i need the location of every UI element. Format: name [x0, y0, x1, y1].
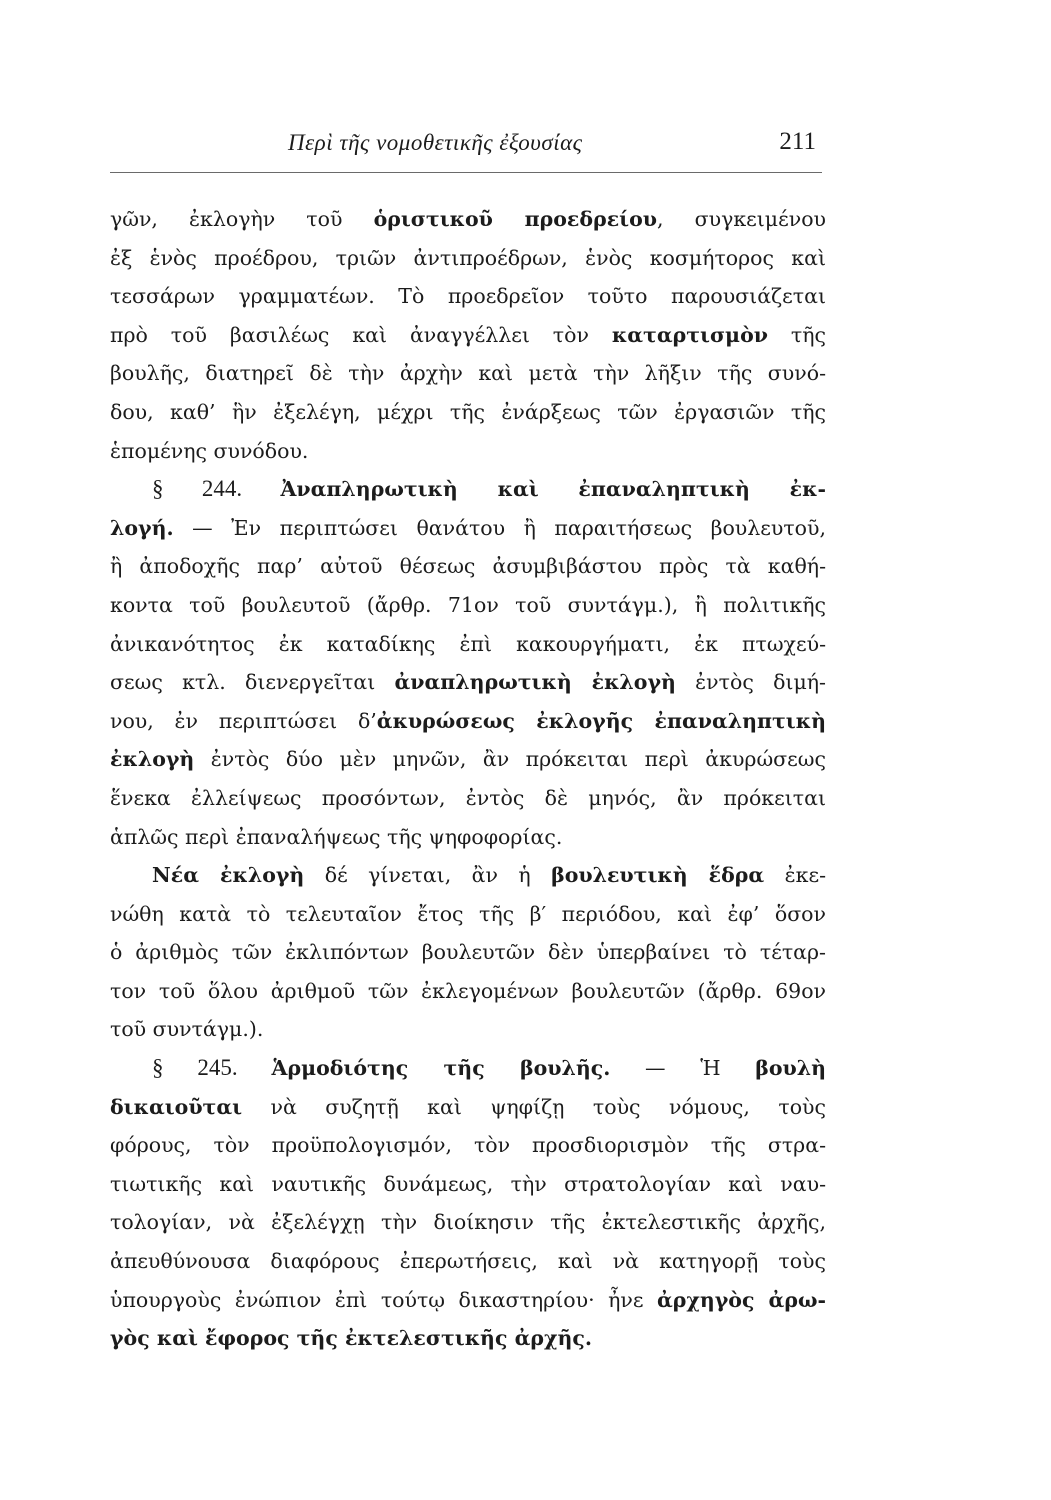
- text-segment: ἁπλῶς περὶ ἐπαναλήψεως τῆς ψηφοφορίας.: [110, 824, 563, 849]
- text-line: [110, 779, 826, 818]
- text-line: [110, 1088, 826, 1127]
- section-number: § 244.: [152, 476, 281, 502]
- text-line: [110, 625, 826, 664]
- bold-term: Νέα ἐκλογὴ: [152, 863, 305, 888]
- text-line: [110, 200, 826, 239]
- text-segment: ἐκε-: [764, 863, 826, 888]
- text-segment: τεσσάρων γραμματέων. Τὸ προεδρεῖον τοῦτο παρουσιάζεται: [110, 284, 826, 309]
- text-line: [110, 316, 826, 355]
- text-segment: — Ἐν περιπτώσει θανάτου ἢ παραιτήσεως βουλευτοῦ,: [173, 515, 826, 540]
- text-segment: ἕνεκα ἐλλείψεως προσόντων, ἐντὸς δὲ μηνός, ἂν πρόκειται: [110, 785, 826, 810]
- text-line: [110, 1010, 826, 1049]
- text-line: [110, 432, 826, 471]
- text-segment: δου, καθ’ ἣν ἐξελέγη, μέχρι τῆς ἐνάρξεως τῶν ἐργασιῶν τῆς: [110, 399, 826, 424]
- text-segment: γῶν, ἐκλογὴν τοῦ: [110, 207, 374, 231]
- text-segment: ὑπουργοὺς ἐνώπιον ἐπὶ τούτῳ δικαστηρίου· ἦνε: [110, 1287, 657, 1312]
- text-segment: ὁ ἀριθμὸς τῶν ἐκλιπόντων βουλευτῶν δὲν ὑπερβαίνει τὸ τέταρ-: [110, 940, 826, 965]
- text-line: [110, 933, 826, 972]
- text-line: [110, 1165, 826, 1204]
- page-header: [110, 128, 822, 173]
- text-segment: ἐντὸς δύο μὲν μηνῶν, ἂν πρόκειται περὶ ἀκυρώσεως: [194, 747, 826, 772]
- text-segment: ἀνικανότητος ἐκ καταδίκης ἐπὶ κακουργήματι, ἐκ πτωχεύ-: [110, 631, 826, 656]
- text-segment: τῆς: [767, 322, 827, 347]
- bold-term: Ἁρμοδιότης τῆς βουλῆς.: [271, 1056, 611, 1081]
- bold-term: βουλευτικὴ ἕδρα: [551, 863, 765, 888]
- text-line: [110, 1281, 826, 1320]
- text-line: [110, 663, 826, 702]
- text-line: [110, 818, 826, 857]
- text-segment: νὰ συζητῇ καὶ ψηφίζῃ τοὺς νόμους, τοὺς: [242, 1094, 826, 1119]
- text-segment: τιωτικῆς καὶ ναυτικῆς δυνάμεως, τὴν στρατολογίαν καὶ ναυ-: [110, 1171, 826, 1196]
- running-title: Περὶ τῆς νομοθετικῆς ἐξουσίας: [288, 130, 583, 155]
- text-segment: ἐντὸς διμή-: [675, 670, 826, 695]
- section-number: § 245.: [152, 1055, 272, 1081]
- text-segment: ἑπομένης συνόδου.: [110, 438, 309, 463]
- body-text: [110, 200, 826, 1358]
- text-line: [110, 1242, 826, 1281]
- text-line: [110, 239, 826, 278]
- text-line: [110, 277, 826, 316]
- text-segment: , συγκειμένου: [656, 207, 826, 231]
- text-segment: πρὸ τοῦ βασιλέως καὶ ἀναγγέλλει τὸν: [110, 322, 612, 347]
- text-line: [110, 393, 826, 432]
- bold-term: ἀρχηγὸς ἀρω-: [656, 1287, 826, 1312]
- text-segment: ἐξ ἑνὸς προέδρου, τριῶν ἀντιπροέδρων, ἑνὸς κοσμήτορος καὶ: [110, 245, 826, 270]
- text-line: [110, 586, 826, 625]
- text-line: [110, 354, 826, 393]
- text-segment: δέ γίνεται, ἂν ἡ: [304, 863, 552, 888]
- bold-term: ἀναπληρωτικὴ ἐκλογὴ: [394, 670, 676, 695]
- bold-term: ἀκυρώσεως ἐκλογῆς ἐπαναληπτικὴ: [376, 708, 826, 733]
- text-segment: νου, ἐν περιπτώσει δ’: [110, 708, 377, 733]
- text-segment: — Ἡ: [610, 1056, 756, 1081]
- text-line: [110, 1126, 826, 1165]
- bold-term: λογή.: [110, 515, 174, 540]
- page-number: 211: [779, 128, 816, 155]
- text-segment: ἀπευθύνουσα διαφόρους ἐπερωτήσεις, καὶ νὰ κατηγορῇ τοὺς: [110, 1249, 826, 1274]
- text-segment: τον τοῦ ὅλου ἀριθμοῦ τῶν ἐκλεγομένων βουλευτῶν (ἄρθρ. 69ον: [110, 978, 826, 1003]
- bold-term: δικαιοῦται: [110, 1094, 243, 1119]
- text-segment: τοῦ συντάγμ.).: [110, 1017, 264, 1042]
- text-line: [110, 1319, 826, 1358]
- text-segment: ἢ ἀποδοχῆς παρ’ αὐτοῦ θέσεως ἀσυμβιβάστου πρὸς τὰ καθή-: [110, 554, 826, 579]
- text-segment: κοντα τοῦ βουλευτοῦ (ἄρθρ. 71ον τοῦ συντάγμ.), ἢ πολιτικῆς: [110, 592, 826, 617]
- bold-term: γὸς καὶ ἔφορος τῆς ἐκτελεστικῆς ἀρχῆς.: [110, 1326, 593, 1351]
- text-line: [110, 856, 826, 895]
- text-segment: βουλῆς, διατηρεῖ δὲ τὴν ἀρχὴν καὶ μετὰ τὴν λῆξιν τῆς συνό-: [110, 361, 826, 386]
- bold-term: ὁριστικοῦ προεδρείου: [373, 207, 657, 231]
- text-line: [110, 1203, 826, 1242]
- text-segment: σεως κτλ. διενεργεῖται: [110, 670, 395, 695]
- bold-term: καταρτισμὸν: [611, 322, 768, 347]
- bold-term: Ἀναπληρωτικὴ καὶ ἐπαναληπτικὴ ἐκ-: [280, 477, 827, 502]
- text-line: [110, 702, 826, 741]
- text-line: [110, 895, 826, 934]
- text-segment: φόρους, τὸν προϋπολογισμόν, τὸν προσδιορισμὸν τῆς στρα-: [110, 1133, 826, 1158]
- text-line: [110, 1049, 826, 1088]
- text-line: [110, 547, 826, 586]
- text-line: [110, 972, 826, 1011]
- text-line: [110, 740, 826, 779]
- bold-term: βουλὴ: [755, 1056, 827, 1081]
- bold-term: ἐκλογὴ: [110, 747, 195, 772]
- text-line: [110, 509, 826, 548]
- text-line: [110, 470, 826, 509]
- text-segment: τολογίαν, νὰ ἐξελέγχῃ τὴν διοίκησιν τῆς ἐκτελεστικῆς ἀρχῆς,: [110, 1210, 826, 1235]
- text-segment: νώθη κατὰ τὸ τελευταῖον ἔτος τῆς β′ περιόδου, καὶ ἐφ’ ὅσον: [110, 901, 826, 926]
